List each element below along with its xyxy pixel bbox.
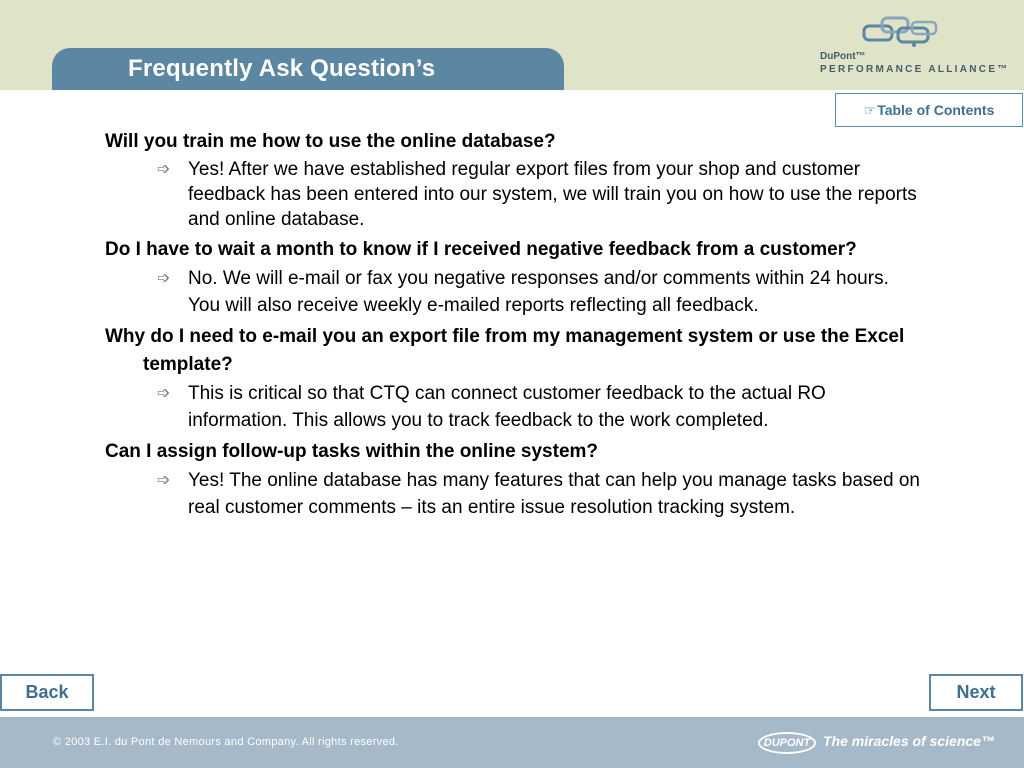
footer bbox=[0, 717, 1024, 768]
faq-question: Can I assign follow-up tasks within the online system? bbox=[105, 441, 599, 462]
linked-squares-logo-icon bbox=[860, 14, 960, 52]
brand-name: PERFORMANCE ALLIANCE™ bbox=[820, 64, 1010, 75]
arrow-bullet-icon: ➩ bbox=[157, 472, 171, 489]
brand-small: DuPont™ bbox=[820, 51, 866, 62]
faq-question: Will you train me how to use the online database? bbox=[105, 131, 556, 152]
pointing-hand-icon: ☞ bbox=[863, 101, 877, 118]
dupont-oval-logo: DUPONT bbox=[758, 732, 816, 754]
faq-answer bbox=[105, 467, 920, 521]
faq-answer-text: Yes! After we have established regular export files from your shop and customer feedback has been entered into our system, we will train you on how to use the reports and online database. bbox=[188, 159, 917, 230]
arrow-bullet-icon: ➩ bbox=[157, 270, 171, 287]
faq-answer-text: Yes! The online database has many features that can help you manage tasks based on real customer comments – its an entire issue resolution tracking system. bbox=[188, 470, 921, 518]
faq-answer-text: This is critical so that CTQ can connect customer feedback to the actual RO information. This allows you to track feedback to the work completed. bbox=[188, 383, 826, 431]
faq-question: Why do I need to e-mail you an export file from my management system or use the Excel template? bbox=[105, 326, 905, 375]
back-button[interactable]: Back bbox=[0, 674, 94, 711]
next-button[interactable]: Next bbox=[929, 674, 1023, 711]
faq-answer bbox=[105, 157, 920, 232]
arrow-bullet-icon: ➩ bbox=[157, 161, 171, 178]
performance-alliance-logo bbox=[820, 14, 1010, 78]
faq-answer bbox=[105, 265, 920, 319]
faq-question: Do I have to wait a month to know if I received negative feedback from a customer? bbox=[105, 239, 857, 260]
page-title: Frequently Ask Question’s bbox=[128, 55, 436, 82]
tagline: The miracles of science™ bbox=[823, 733, 995, 749]
arrow-bullet-icon: ➩ bbox=[157, 385, 171, 402]
copyright-text: © 2003 E.I. du Pont de Nemours and Company. All rights reserved. bbox=[53, 736, 399, 748]
faq-answer bbox=[105, 380, 920, 434]
faq-list bbox=[105, 124, 920, 525]
table-of-contents-button[interactable] bbox=[835, 93, 1023, 127]
toc-label: Table of Contents bbox=[877, 102, 995, 118]
faq-answer-text: No. We will e-mail or fax you negative responses and/or comments within 24 hours. You will also receive weekly e-mailed reports reflecting all feedback. bbox=[188, 268, 889, 316]
